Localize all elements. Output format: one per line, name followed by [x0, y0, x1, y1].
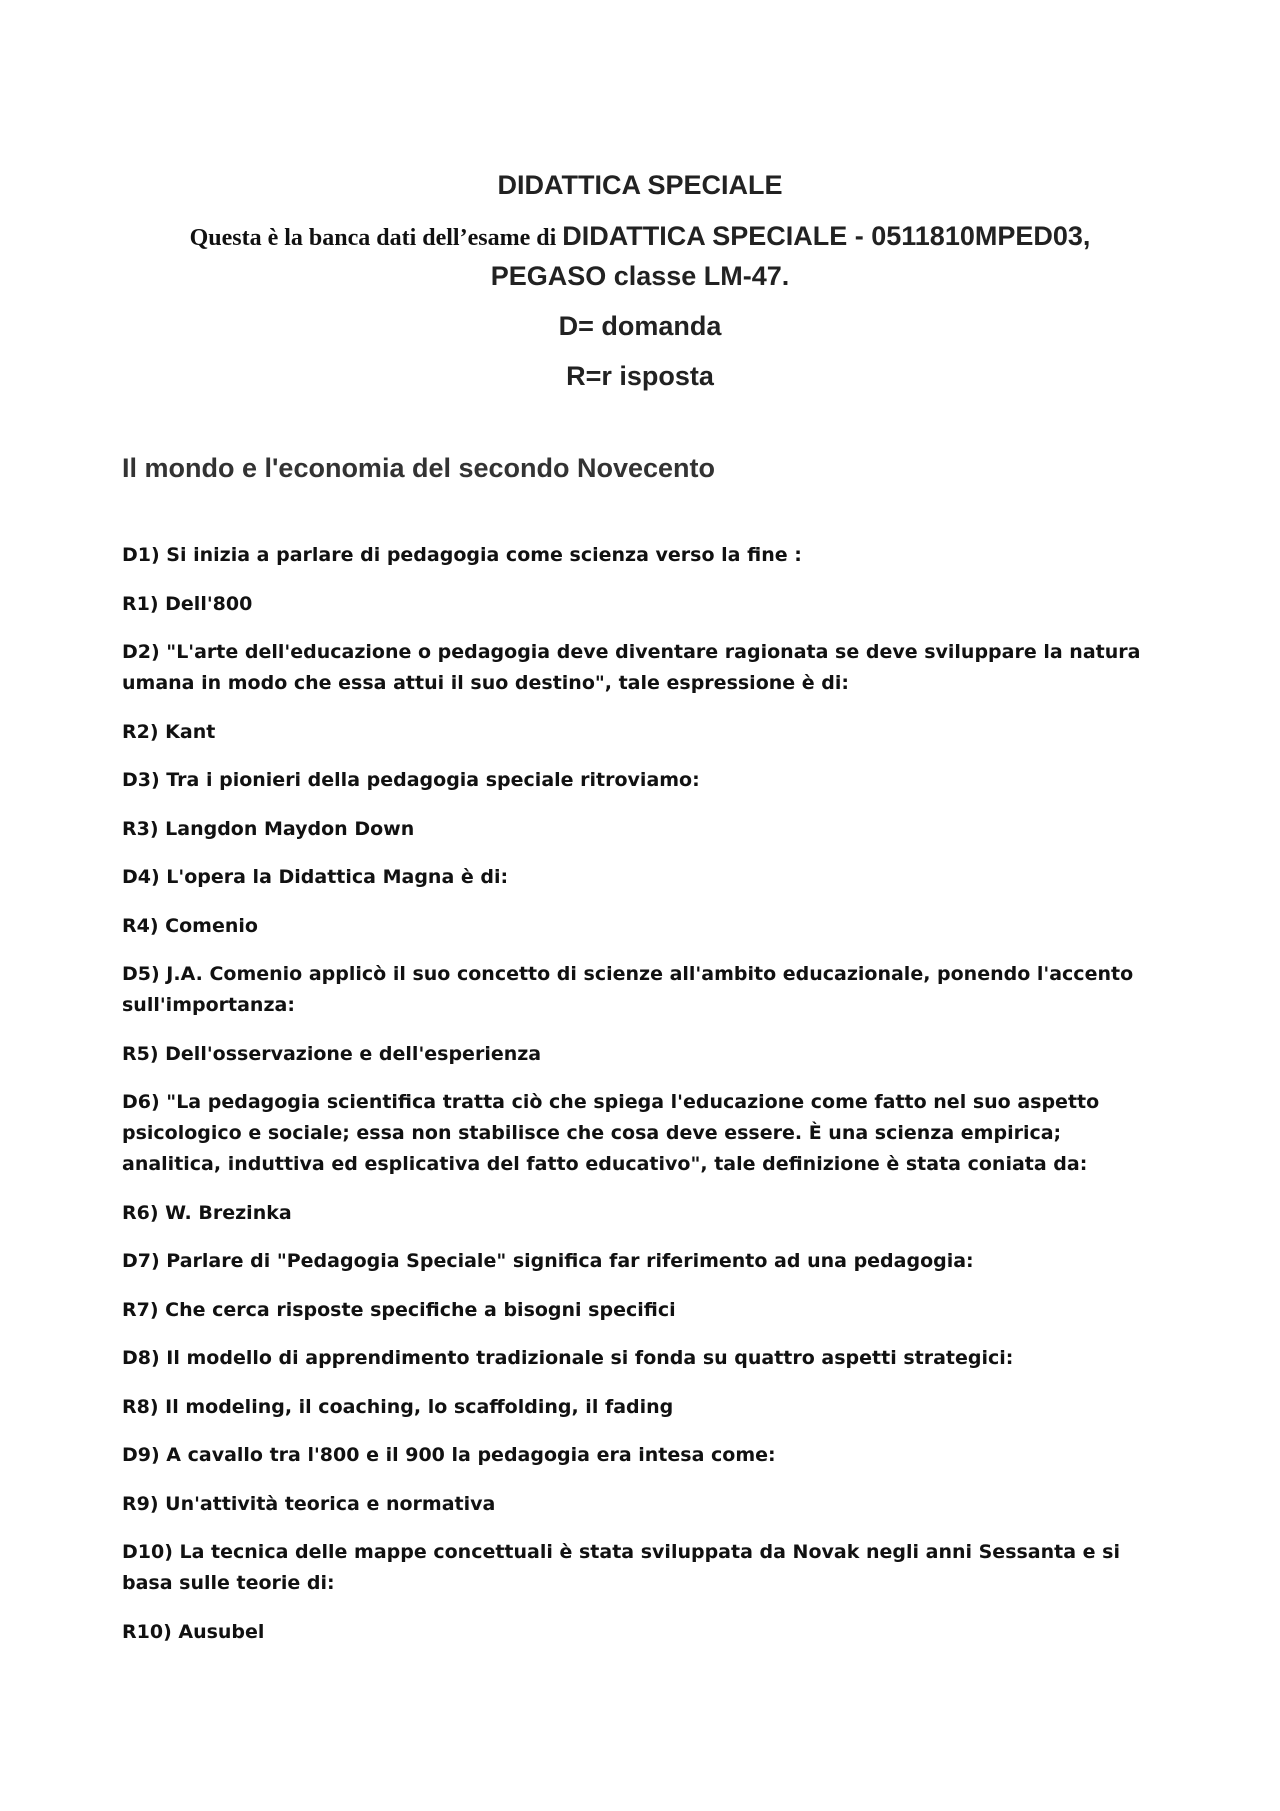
answer-5: R5) Dell'osservazione e dell'esperienza — [122, 1042, 542, 1065]
answer-6: R6) W. Brezinka — [122, 1201, 292, 1224]
answer-8: R8) Il modeling, il coaching, lo scaffolding, il fading — [122, 1395, 674, 1418]
question-2: D2) "L'arte dell'educazione o pedagogia deve diventare ragionata se deve sviluppare la natura umana in modo che essa attui il suo destino", tale espressione è di: — [122, 641, 1141, 694]
answer-7: R7) Che cerca risposte specifiche a bisogni specifici — [122, 1298, 676, 1321]
question-7: D7) Parlare di "Pedagogia Speciale" significa far riferimento ad una pedagogia: — [122, 1250, 974, 1272]
document-header — [0, 165, 1280, 396]
answer-3: R3) Langdon Maydon Down — [122, 817, 415, 840]
intro-line — [0, 219, 1280, 258]
intro-class: PEGASO classe LM-47. — [490, 261, 790, 291]
answer-1: R1) Dell'800 — [122, 592, 253, 615]
answer-9: R9) Un'attività teorica e normativa — [122, 1492, 496, 1515]
document-title: DIDATTICA SPECIALE — [497, 170, 783, 200]
question-10: D10) La tecnica delle mappe concettuali è stata sviluppata da Novak negli anni Sessanta e si basa sulle teorie di: — [122, 1541, 1121, 1594]
question-6: D6) "La pedagogia scientifica tratta ciò che spiega l'educazione come fatto nel suo aspetto psicologico e sociale; essa non stabilisce che cosa deve essere. È una scienza empirica; analitica, induttiva ed esplicativa del fatto educativo", tale definizione è stata coniata da: — [122, 1091, 1100, 1175]
intro-text: Questa è la banca dati dell’esame di — [189, 225, 563, 251]
answer-4: R4) Comenio — [122, 914, 258, 937]
question-3: D3) Tra i pionieri della pedagogia speciale ritroviamo: — [122, 769, 700, 791]
legend-risposta: R=r isposta — [566, 361, 714, 391]
question-9: D9) A cavallo tra l'800 e il 900 la pedagogia era intesa come: — [122, 1444, 776, 1466]
legend-domanda: D= domanda — [558, 311, 722, 341]
question-4: D4) L'opera la Didattica Magna è di: — [122, 866, 509, 888]
question-8: D8) Il modello di apprendimento tradizionale si fonda su quattro aspetti strategici: — [122, 1347, 1014, 1369]
answer-10: R10) Ausubel — [122, 1620, 265, 1643]
question-1: D1) Si inizia a parlare di pedagogia come scienza verso la fine : — [122, 544, 802, 566]
section-title: Il mondo e l'economia del secondo Novecento — [122, 453, 716, 483]
answer-2: R2) Kant — [122, 720, 216, 743]
intro-course-code: DIDATTICA SPECIALE - 0511810MPED03, — [562, 221, 1091, 251]
question-5: D5) J.A. Comenio applicò il suo concetto di scienze all'ambito educazionale, ponendo l'accento sull'importanza: — [122, 963, 1134, 1016]
qa-list — [122, 540, 1162, 1665]
